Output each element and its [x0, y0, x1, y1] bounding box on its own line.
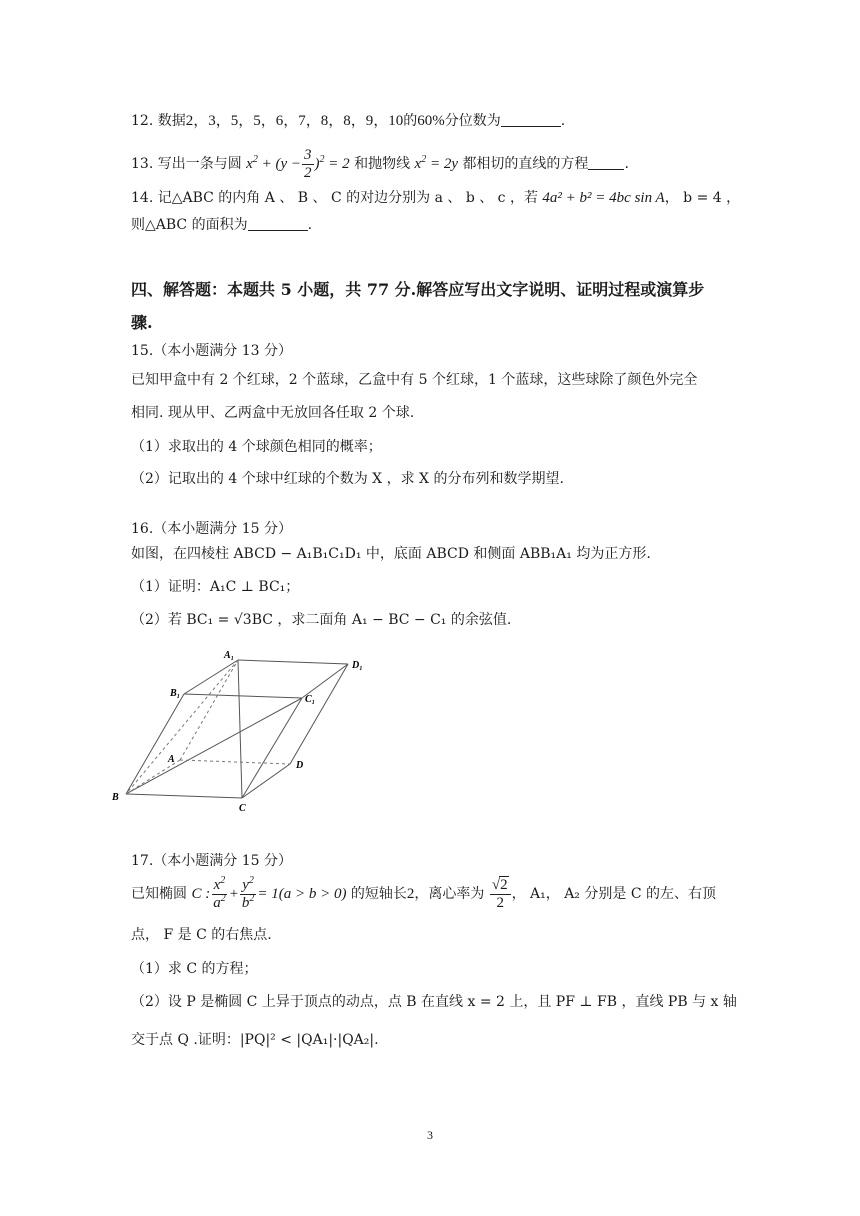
question-16-line1: 如图，在四棱柱 ABCD − A₁B₁C₁D₁ 中，底面 ABCD 和侧面 ABB₁A₁ 均为正方形. — [131, 546, 651, 562]
label-c: C — [239, 803, 246, 814]
label-b1: B₁ — [170, 688, 181, 699]
prism-figure — [100, 640, 380, 815]
question-15-line2: 相同. 现从甲、乙两盒中无放回各任取 2 个球. — [131, 405, 415, 421]
question-17-part2: （2）设 P 是椭圆 C 上异于顶点的动点，点 B 在直线 x = 2 上，且 PF ⊥ FB ，直线 PB 与 x 轴 — [131, 994, 737, 1010]
section-heading-cont: 骤. — [131, 313, 153, 332]
question-15-part1: （1）求取出的 4 个球颜色相同的概率； — [131, 439, 382, 455]
edge-c1-d1 — [302, 664, 348, 698]
edge-c-d — [242, 764, 290, 798]
question-12: 12. 数据2，3，5，5，6，7，8，8，9，10的60%分位数为 . — [131, 113, 566, 129]
question-13: 13. 写出一条与圆 $x^2 + (y$ − $\frac{3}{2}$ )$^2$ = 2 和抛物线 $x^2 = 2y$ 都相切的直线的方程 . — [131, 147, 629, 182]
page-number: 3 — [427, 1128, 433, 1142]
question-16-part2: （2）若 BC₁ = √3BC ，求二面角 A₁ − BC − C₁ 的余弦值. — [131, 612, 512, 628]
answer-blank — [248, 216, 308, 231]
question-16-part1: （1）证明：A₁C ⊥ BC₁； — [131, 579, 300, 595]
circle-equation: $x^2 + (y$ − $\frac{3}{2}$ )$^2$ = 2 — [246, 147, 350, 182]
question-15-part2: （2）记取出的 4 个球中红球的个数为 X ，求 X 的分布列和数学期望. — [131, 471, 564, 487]
hidden-edge-a1-b — [126, 660, 238, 794]
label-a1: A₁ — [224, 650, 235, 661]
question-14-line2: 则△ABC 的面积为 . — [131, 217, 313, 233]
hidden-edge-a-d — [180, 760, 290, 764]
question-17-part1: （1）求 C 的方程； — [131, 961, 258, 977]
edge-a1-b1 — [184, 660, 238, 694]
hidden-edge-a-a1 — [180, 660, 238, 760]
edge-d-d1 — [290, 664, 348, 764]
edge-b1-c1 — [184, 694, 302, 698]
label-d: D — [296, 760, 304, 771]
hidden-edge-a-b — [126, 760, 180, 794]
question-16-head: 16.（本小题满分 15 分） — [131, 521, 292, 537]
question-17-line2: 点， F 是 C 的右焦点. — [131, 927, 272, 943]
label-c1: C₁ — [305, 694, 316, 705]
question-14: 14. 记△ABC 的内角 A 、 B 、 C 的对边分别为 a 、 b 、 c ，若 4a² + b² = 4bc sin A， b = 4 ， — [131, 190, 741, 206]
question-15-line1: 已知甲盒中有 2 个红球，2 个蓝球，乙盒中有 5 个红球，1 个蓝球，这些球除了颜色外完全 — [131, 372, 698, 388]
answer-blank — [501, 112, 561, 127]
diagonal-b-c1 — [126, 698, 302, 794]
question-17-head: 17.（本小题满分 15 分） — [131, 853, 292, 869]
edge-b-b1 — [126, 694, 184, 794]
label-d1: D₁ — [352, 660, 363, 671]
diagonal-a1-c — [238, 660, 242, 798]
section-heading: 四、解答题：本题共 5 小题，共 77 分.解答应写出文字说明、证明过程或演算步 — [131, 280, 705, 299]
ellipse-equation: C : $\frac{x^2}{a^2}$ + $\frac{y^2}{b^2}$ = 1(a > b > 0) — [191, 875, 347, 912]
parabola-equation: $x^2 = 2y$ — [414, 154, 458, 172]
edge-b-c — [126, 794, 242, 798]
question-17-line-last: 交于点 Q .证明：|PQ|² < |QA₁|·|QA₂|. — [131, 1032, 379, 1048]
answer-blank — [588, 155, 624, 170]
question-17-line1: 已知椭圆 C : $\frac{x^2}{a^2}$ + $\frac{y^2}{b^2}$ = 1(a > b > 0) 的短轴长2，离心率为 $\frac{√2}{2}$ ， A₁， A₂ 分别是 C 的左、右顶 — [131, 875, 716, 912]
label-a: A — [168, 754, 175, 765]
eccentricity-fraction: $\frac{√2}{2}$ — [490, 876, 511, 912]
edge-c-c1 — [242, 698, 302, 798]
label-b: B — [112, 792, 119, 803]
question-15-head: 15.（本小题满分 13 分） — [131, 343, 292, 359]
edge-a1-d1 — [238, 660, 348, 664]
